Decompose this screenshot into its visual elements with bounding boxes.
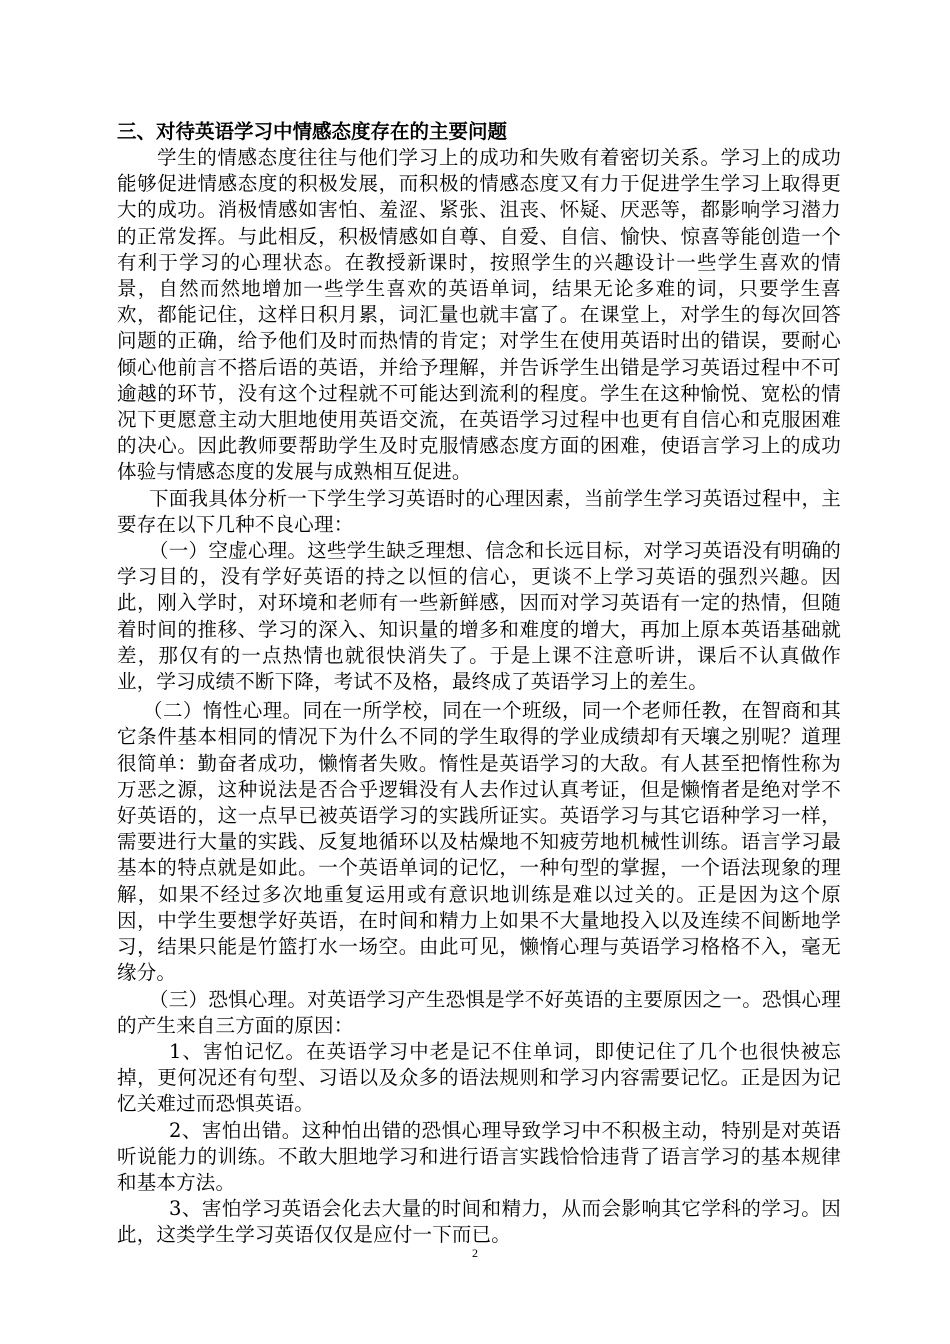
paragraph-fear-mentality: （三）恐惧心理。对英语学习产生恐惧是学不好英语的主要原因之一。恐惧心理的产生来自三方面的原因：: [117, 987, 841, 1037]
paragraph-analysis-intro: 下面我具体分析一下学生学习英语时的心理因素，当前学生学习英语过程中，主要存在以下几种不良心理：: [117, 486, 841, 536]
paragraph-emptiness-mentality: （一）空虚心理。这些学生缺乏理想、信念和长远目标，对学习英语没有明确的学习目的，没有学好英语的持之以恒的信心，更谈不上学习英语的强烈兴趣。因此，刚入学时，对环境和老师有一些新鲜感，因而对学习英语有一定的热情，但随着时间的推移、学习的深入、知识量的增多和难度的增大，再加上原本英语基础就差，那仅有的一点热情也就很快消失了。于是上课不注意听讲，课后不认真做作业，学习成绩不断下降，考试不及格，最终成了英语学习上的差生。: [117, 539, 841, 694]
paragraph-fear-of-mistakes: 2、害怕出错。这种怕出错的恐惧心理导致学习中不积极主动，特别是对英语听说能力的训练。不敢大胆地学习和进行语言实践恰恰违背了语言学习的基本规律和基本方法。: [117, 1118, 841, 1194]
paragraph-inertia-mentality: （二）惰性心理。同在一所学校，同在一个班级，同一个老师任教，在智商和其它条件基本相同的情况下为什么不同的学生取得的学业成绩却有天壤之别呢？道理很简单：勤奋者成功，懒惰者失败。惰性是英语学习的大敌。有人甚至把惰性称为万恶之源，这种说法是否合乎逻辑没有人去作过认真考证，但是懒惰者是绝对学不好英语的，这一点早已被英语学习的实践所证实。英语学习与其它语种学习一样，需要进行大量的实践、反复地循环以及枯燥地不知疲劳地机械性训练。语言学习最基本的特点就是如此。一个英语单词的记忆，一种句型的掌握，一个语法现象的理解，如果不经过多次地重复运用或有意识地训练是难以过关的。正是因为这个原因，中学生要想学好英语，在时间和精力上如果不大量地投入以及连续不间断地学习，结果只能是竹篮打水一场空。由此可见，懒惰心理与英语学习格格不入，毫无缘分。: [117, 699, 841, 985]
document-body: [117, 119, 841, 1249]
paragraph-emotional-attitude: 学生的情感态度往往与他们学习上的成功和失败有着密切关系。学习上的成功能够促进情感态度的积极发展，而积极的情感态度又有力于促进学生学习上取得更大的成功。消极情感如害怕、羞涩、紧张、沮丧、怀疑、厌恶等，都影响学习潜力的正常发挥。与此相反，积极情感如自尊、自爱、自信、愉快、惊喜等能创造一个有利于学习的心理状态。在教授新课时，按照学生的兴趣设计一些学生喜欢的情景，自然而然地增加一些学生喜欢的英语单词，结果无论多难的词，只要学生喜欢，都能记住，这样日积月累，词汇量也就丰富了。在课堂上，对学生的每次回答问题的正确，给予他们及时而热情的肯定；对学生在使用英语时出的错误，要耐心倾心他前言不搭后语的英语，并给予理解，并告诉学生出错是学习英语过程中不可逾越的环节，没有这个过程就不可能达到流利的程度。学生在这种愉悦、宽松的情况下更愿意主动大胆地使用英语交流，在英语学习过程中也更有自信心和克服困难的决心。因此教师要帮助学生及时克服情感态度方面的困难，使语言学习上的成功体验与情感态度的发展与成熟相互促进。: [117, 146, 841, 484]
paragraph-fear-of-time-cost: 3、害怕学习英语会化去大量的时间和精力，从而会影响其它学科的学习。因此，这类学生学习英语仅仅是应付一下而已。: [117, 1197, 841, 1247]
paragraph-fear-of-memorizing: 1、害怕记忆。在英语学习中老是记不住单词，即使记住了几个也很快被忘掉，更何况还有句型、习语以及众多的语法规则和学习内容需要记忆。正是因为记忆关难过而恐惧英语。: [117, 1039, 841, 1116]
section-heading: 三、对待英语学习中情感态度存在的主要问题: [117, 120, 508, 143]
page-number: 2: [472, 1246, 478, 1260]
